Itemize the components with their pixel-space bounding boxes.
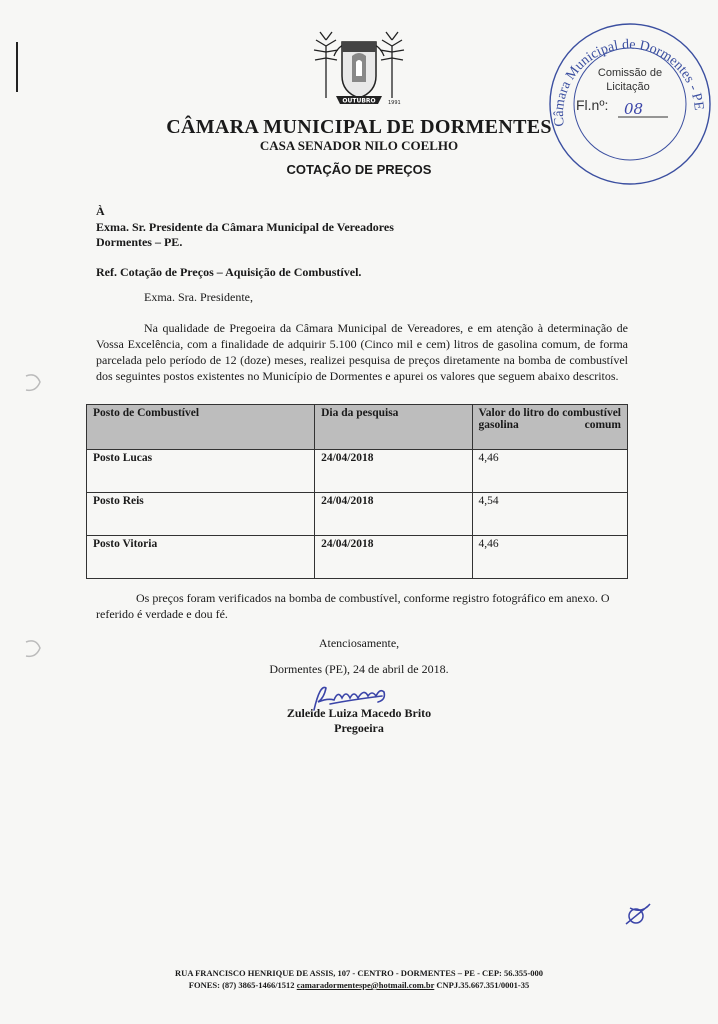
- header-posto: Posto de Combustível: [87, 405, 315, 450]
- cell-valor: 4,54: [472, 493, 627, 536]
- initials-mark-icon: [620, 898, 656, 934]
- signer-name: Zuleide Luiza Macedo Brito: [286, 706, 432, 720]
- building-subtitle: CASA SENADOR NILO COELHO: [259, 138, 459, 153]
- header-dia: Dia da pesquisa: [315, 405, 472, 450]
- footer-address: RUA FRANCISCO HENRIQUE DE ASSIS, 107 - CENTRO - DORMENTES – PE - CEP: 56.355-000: [175, 968, 543, 978]
- recipient-to: À: [96, 204, 105, 218]
- closing-paragraph: Os preços foram verificados na bomba de combustível, conforme registro fotográfico em anexo. O referido é verdade e dou fé.: [96, 591, 610, 621]
- left-margin-mark: [16, 42, 18, 92]
- cell-posto: Posto Lucas: [87, 450, 315, 493]
- header-valor: Valor do litro do combustível gasolina comum: [472, 405, 627, 450]
- place-date: Dormentes (PE), 24 de abril de 2018.: [269, 662, 449, 676]
- recipient-line-2: Dormentes – PE.: [96, 235, 183, 249]
- cell-valor: 4,46: [472, 450, 627, 493]
- table-row: [87, 536, 628, 579]
- footer-phones: FONES: (87) 3865-1466/1512: [188, 980, 295, 990]
- stamp-ring-text: Câmara Municipal de Dormentes - PE: [551, 37, 706, 128]
- table-row: [87, 493, 628, 536]
- recipient-line-1: Exma. Sr. Presidente da Câmara Municipal de Vereadores: [96, 220, 394, 234]
- body-paragraph: Na qualidade de Pregoeira da Câmara Municipal de Vereadores, e em atenção à determinação de Vossa Excelência, com a finalidade de adquirir 5.100 (Cinco mil e cem) litros de gasolina comum, de forma parcelada pelo período de 12 (doze) meses, realizei pesquisa de preços diretamente na bomba de combustível dos seguintes postos existentes no Município de Dormentes e apurei os valores que seguem abaixo descritos.: [96, 321, 628, 383]
- stamp-line-2: Licitação: [606, 81, 650, 93]
- cell-posto: Posto Reis: [87, 493, 315, 536]
- reference-line: Ref. Cotação de Preços – Aquisição de Combustível.: [96, 265, 362, 279]
- cell-dia: 24/04/2018: [315, 450, 472, 493]
- signer-role: Pregoeira: [334, 721, 384, 735]
- crest-year: 1991: [388, 100, 401, 106]
- punch-hole-icon: [22, 372, 44, 394]
- footer-contacts: [0, 980, 718, 990]
- salutation: Exma. Sra. Presidente,: [144, 290, 253, 304]
- crest-banner-text: OUTUBRO: [342, 97, 376, 105]
- municipal-crest-icon: [296, 28, 422, 108]
- footer-email: camaradormentespe@hotmail.com.br: [296, 980, 435, 990]
- stamp-line-1: Comissão de: [597, 67, 663, 79]
- cell-valor: 4,46: [472, 536, 627, 579]
- footer-cnpj: CNPJ.35.667.351/0001-35: [436, 980, 530, 990]
- stamp-fl-label: Fl.nº:: [576, 97, 609, 113]
- price-table: [86, 404, 628, 579]
- table-row: [87, 450, 628, 493]
- signoff: Atenciosamente,: [318, 636, 400, 650]
- cell-dia: 24/04/2018: [315, 536, 472, 579]
- cell-dia: 24/04/2018: [315, 493, 472, 536]
- document-title: COTAÇÃO DE PREÇOS: [286, 162, 432, 177]
- table-header-row: [87, 405, 628, 450]
- stamp-fl-value: 08: [624, 100, 644, 118]
- punch-hole-icon: [22, 638, 44, 660]
- institution-title: CÂMARA MUNICIPAL DE DORMENTES: [166, 116, 552, 138]
- cell-posto: Posto Vitoria: [87, 536, 315, 579]
